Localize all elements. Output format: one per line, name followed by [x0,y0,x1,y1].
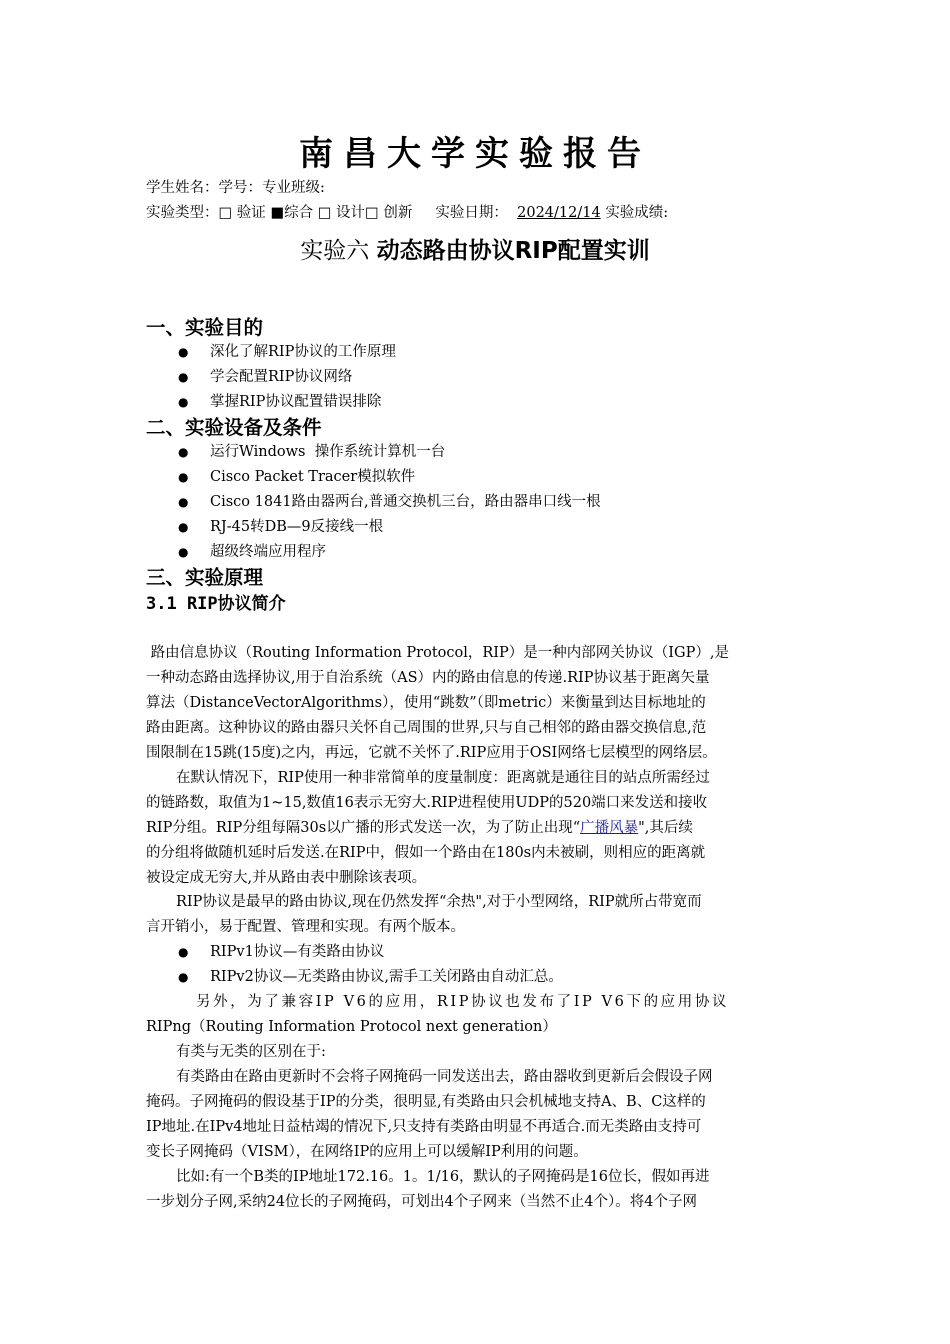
bullet-icon: ● [178,970,189,984]
paragraph-line: 算法（DistanceVectorAlgorithms），使用“跳数”（即metric）来衡量到达目标地址的 [146,695,706,711]
paragraph-line: 一步划分子网,采纳24位长的子网掩码，可划出4个子网来（当然不止4个）。将4个子网 [146,1194,697,1210]
paragraph-line: RIP协议是最早的路由协议,现在仍然发挥“余热",对于小型网络，RIP就所占带宽而 [176,894,702,910]
bullet-icon: ● [178,445,189,459]
paragraph-line: 变长子网掩码（VISM），在网络IP的应用上可以缓解IP利用的问题。 [146,1144,588,1160]
section-heading: 二、实验设备及条件 [146,416,322,439]
paragraph-line: 路由距离。这种协议的路由器只关怀自己周围的世界,只与自己相邻的路由器交换信息,范 [146,720,707,736]
paragraph-line: 言开销小，易于配置、管理和实现。有两个版本。 [146,919,465,935]
type-prefix: 实验类型： [146,205,219,221]
list-item: ● 运行Windows 操作系统计算机一台 [178,444,446,460]
paragraph-line: 比如:有一个B类的IP地址172.16。1。1/16，默认的子网掩码是16位长，假如再进 [176,1169,710,1185]
list-item: ● 深化了解RIP协议的工作原理 [178,344,396,360]
list-item: ● RJ-45转DB—9反接线一根 [178,519,384,535]
paragraph-line: RIPng（Routing Information Protocol next generation） [146,1019,557,1035]
bullet-icon: ● [178,945,189,959]
bullet-icon: ● [178,545,189,559]
list-item: ● 学会配置RIP协议网络 [178,369,353,385]
experiment-title [0,232,950,265]
list-item: ● RIPv2协议—无类路由协议,需手工关闭路由自动汇总。 [178,969,563,985]
paragraph-line: 的链路数，取值为1~15,数值16表示无穷大.RIP进程使用UDP的520端口来发送和接收 [146,795,708,811]
bullet-icon: ● [178,520,189,534]
paragraph-line: IP地址.在IPv4地址日益枯竭的情况下,只支持有类路由明显不再适合.而无类路由支持可 [146,1119,702,1135]
bullet-icon: ● [178,470,189,484]
experiment-name: 动态路由协议RIP配置实训 [376,238,650,264]
bullet-icon: ● [178,345,189,359]
section-heading: 三、实验原理 [146,566,264,589]
paragraph-line: 一种动态路由选择协议,用于自治系统（AS）内的路由信息的传递.RIP协议基于距离矢量 [146,670,710,686]
list-item: ● 超级终端应用程序 [178,544,326,560]
type-options: □ 验证 ■综合 □ 设计□ 创新 [218,205,413,221]
experiment-number: 实验六 [300,238,370,264]
list-item: ● Cisco Packet Tracer模拟软件 [178,469,416,485]
paragraph-line: 的分组将做随机延时后发送.在RIP中，假如一个路由在180s内未被刷，则相应的距离就 [146,845,706,861]
list-item: ● Cisco 1841路由器两台,普通交换机三台，路由器串口线一根 [178,494,601,510]
bullet-icon: ● [178,370,189,384]
date-label: 实验日期： [435,205,508,221]
broadcast-storm-link[interactable]: 广播风暴 [580,820,639,836]
paragraph-line: 围限制在15跳(15度)之内，再远，它就不关怀了.RIP应用于OSI网络七层模型的网络层。 [146,745,717,761]
paragraph-line: 掩码。子网掩码的假设基于IP的分类，很明显,有类路由只会机械地支持A、B、C这样的 [146,1094,706,1110]
score-label: 实验成绩: [605,205,669,221]
date-value: 2024/12/14 [517,205,601,221]
subsection-heading: 3.1 RIP协议简介 [146,594,286,614]
bullet-icon: ● [178,395,189,409]
paragraph-line: 在默认情况下，RIP使用一种非常简单的度量制度：距离就是通往目的站点所需经过 [176,770,710,786]
paragraph-line: 另外，为了兼容IP V6的应用，RIP协议也发布了IP V6下的应用协议 [196,994,730,1010]
paragraph-line: 被设定成无穷大,并从路由表中删除该表项。 [146,870,427,886]
list-item: ● 掌握RIP协议配置错误排除 [178,394,382,410]
report-title: 南昌大学实验报告 [299,134,651,174]
paragraph-line: 有类路由在路由更新时不会将子网掩码一同发送出去，路由器收到更新后会假设子网 [176,1069,713,1085]
experiment-type-line [146,201,668,222]
student-info-line: 学生姓名：学号：专业班级: [146,180,325,196]
paragraph-line: RIP分组。RIP分组每隔30s以广播的形式发送一次，为了防止出现“广播风暴",其后续 [146,820,693,836]
paragraph-line: 有类与无类的区别在于: [176,1044,326,1060]
bullet-icon: ● [178,495,189,509]
section-heading: 一、实验目的 [146,316,264,339]
paragraph-line: 路由信息协议（Routing Information Protocol，RIP）是一种内部网关协议（IGP）,是 [146,645,729,661]
list-item: ● RIPv1协议—有类路由协议 [178,944,385,960]
